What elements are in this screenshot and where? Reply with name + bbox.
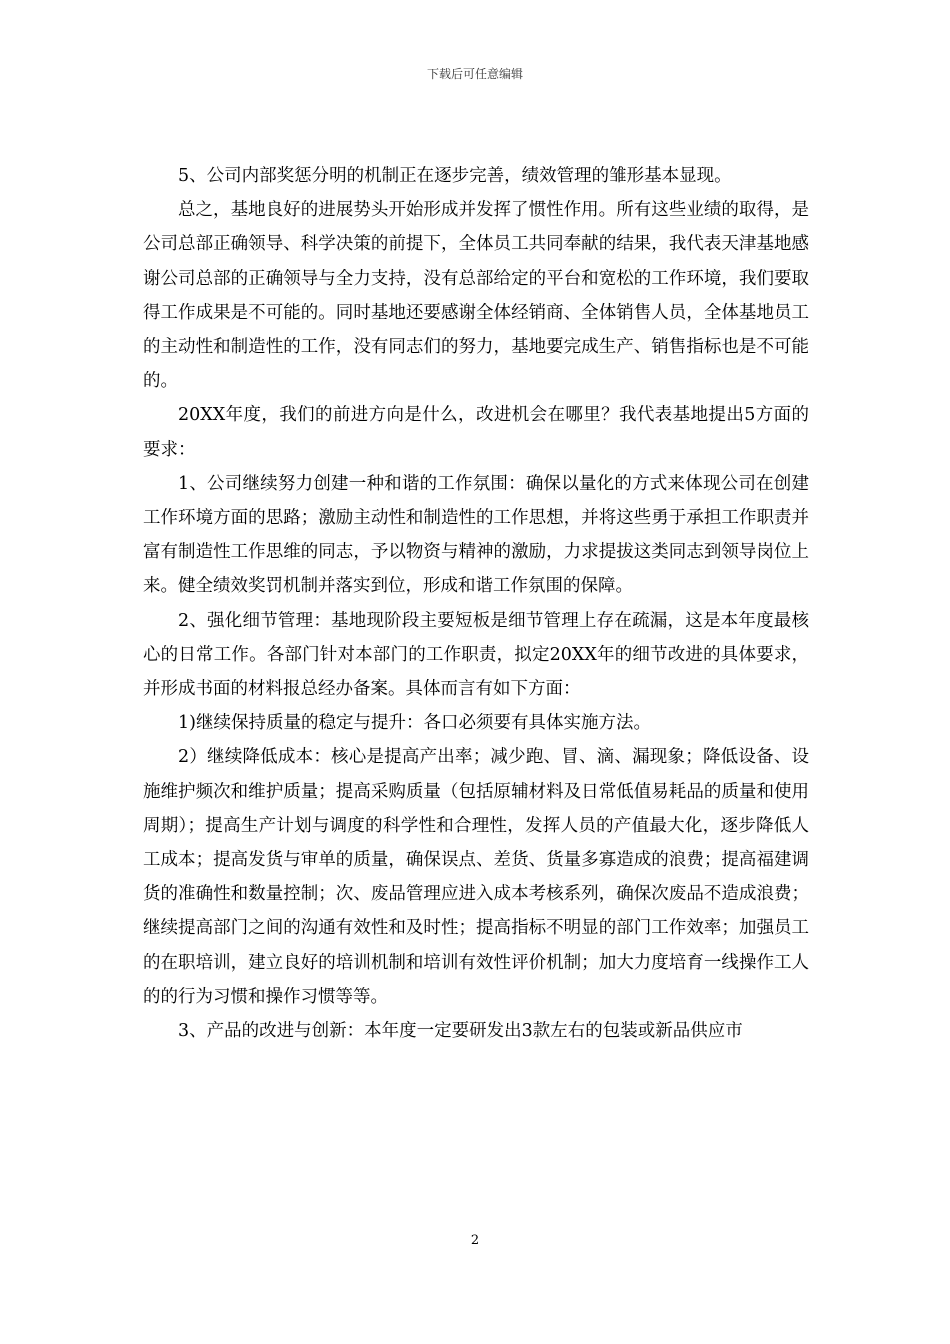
paragraph-1: 5、公司内部奖惩分明的机制正在逐步完善，绩效管理的雏形基本显现。 (178, 166, 732, 186)
paragraph-4: 1、公司继续努力创建一种和谐的工作氛围：确保以量化的方式来体现公司在创建工作环境方面的思路；激励主动性和制造性的工作思想，并将这些勇于承担工作职责并富有制造性工作思维的同志，予以物资与精神的激励，力求提拔这类同志到领导岗位上来。健全绩效奖罚机制并落实到位，形成和谐工作氛围的保障。 (143, 473, 809, 597)
paragraph-3: 20XX年度，我们的前进方向是什么，改进机会在哪里？我代表基地提出5方面的要求： (143, 405, 809, 460)
page-number: 2 (470, 1233, 480, 1248)
paragraph-7: 2）继续降低成本：核心是提高产出率；减少跑、冒、滴、漏现象；降低设备、设施维护频次和维护质量；提高采购质量（包括原辅材料及日常低值易耗品的质量和使用周期）；提高生产计划与调度的科学性和合理性，发挥人员的产值最大化，逐步降低人工成本；提高发货与审单的质量，确保误点、差货、货量多寡造成的浪费；提高福建调货的准确性和数量控制；次、废品管理应进入成本考核系列，确保次废品不造成浪费；继续提高部门之间的沟通有效性和及时性；提高指标不明显的部门工作效率；加强员工的在职培训，建立良好的培训机制和培训有效性评价机制；加大力度培育一线操作工人的的行为习惯和操作习惯等等。 (143, 747, 809, 1007)
paragraph-8: 3、产品的改进与创新：本年度一定要研发出3款左右的包装或新品供应市 (178, 1021, 743, 1042)
paragraph-6: 1)继续保持质量的稳定与提升：各口必须要有具体实施方法。 (178, 713, 651, 734)
page-header: 下载后可任意编辑 (426, 67, 523, 81)
paragraph-2: 总之，基地良好的进展势头开始形成并发挥了惯性作用。所有这些业绩的取得，是公司总部正确领导、科学决策的前提下，全体员工共同奉献的结果，我代表天津基地感谢公司总部的正确领导与全力支持，没有总部给定的平台和宽松的工作环境，我们要取得工作成果是不可能的。同时基地还要感谢全体经销商、全体销售人员，全体基地员工的主动性和制造性的工作，没有同志们的努力，基地要完成生产、销售指标也是不可能的。 (143, 200, 809, 392)
document-body (143, 159, 809, 1048)
paragraph-5: 2、强化细节管理：基地现阶段主要短板是细节管理上存在疏漏，这是本年度最核心的日常工作。各部门针对本部门的工作职责，拟定20XX年的细节改进的具体要求，并形成书面的材料报总经办备案。具体而言有如下方面： (143, 610, 809, 700)
